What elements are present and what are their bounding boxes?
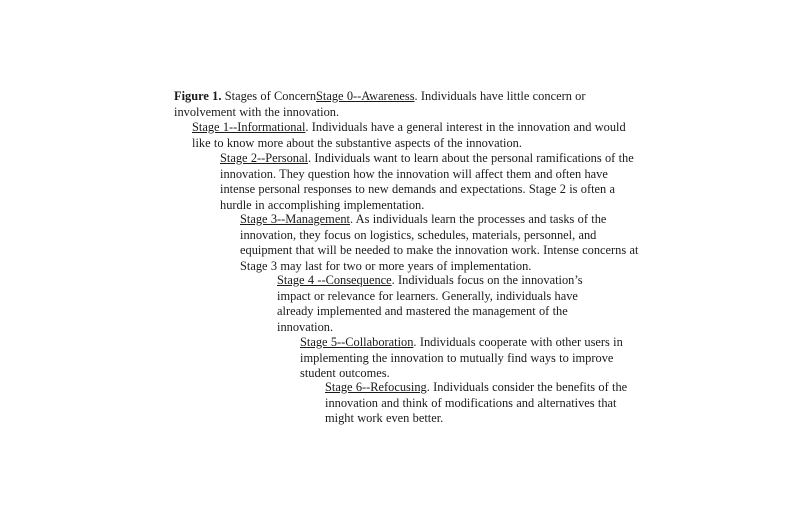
stage-1-paragraph — [192, 120, 632, 151]
stage-2-heading: Stage 2--Personal — [220, 151, 308, 165]
stage-6-paragraph — [325, 380, 640, 427]
stage-0-description: . Individuals have little concern or involvement with the innovation. — [174, 89, 586, 119]
figure-title: Stages of Concern — [224, 89, 317, 103]
figure-1-intro-paragraph — [174, 89, 629, 120]
stage-5-paragraph — [300, 335, 635, 382]
stage-5-heading: Stage 5--Collaboration — [300, 335, 414, 349]
stage-5-description: . Individuals cooperate with other users in implementing the innovation to mutually find ways to improve student outcomes. — [300, 335, 623, 381]
figure-label: Figure 1. — [174, 89, 222, 103]
stage-3-heading: Stage 3--Management — [240, 212, 350, 226]
stage-6-heading: Stage 6--Refocusing — [325, 380, 427, 394]
stage-1-description: . Individuals have a general interest in the innovation and would like to know more about the substantive aspects of the innovation. — [192, 120, 626, 150]
stage-4-heading: Stage 4 --Consequence — [277, 273, 392, 287]
stage-4-description: . Individuals focus on the innovation’s impact or relevance for learners. Generally, individuals have already implemented and mastered the management of the innovation. — [277, 273, 583, 334]
stage-4-paragraph — [277, 273, 612, 335]
stage-3-description: . As individuals learn the processes and tasks of the innovation, they focus on logistics, schedules, materials, personnel, and equipment that will be needed to make the innovation work. Intense concerns at Stage 3 may last for two or more years of implementation. — [240, 212, 639, 273]
stage-0-heading: Stage 0--Awareness — [316, 89, 415, 103]
stage-3-paragraph — [240, 212, 640, 274]
stage-2-paragraph — [220, 151, 640, 213]
stage-1-heading: Stage 1--Informational — [192, 120, 306, 134]
stage-6-description: . Individuals consider the benefits of the innovation and think of modifications and alternatives that might work even better. — [325, 380, 628, 426]
stage-2-description: . Individuals want to learn about the personal ramifications of the innovation. They question how the innovation will affect them and often have intense personal responses to new demands and expectations. Stage 2 is often a hurdle in accomplishing implementation. — [220, 151, 634, 212]
